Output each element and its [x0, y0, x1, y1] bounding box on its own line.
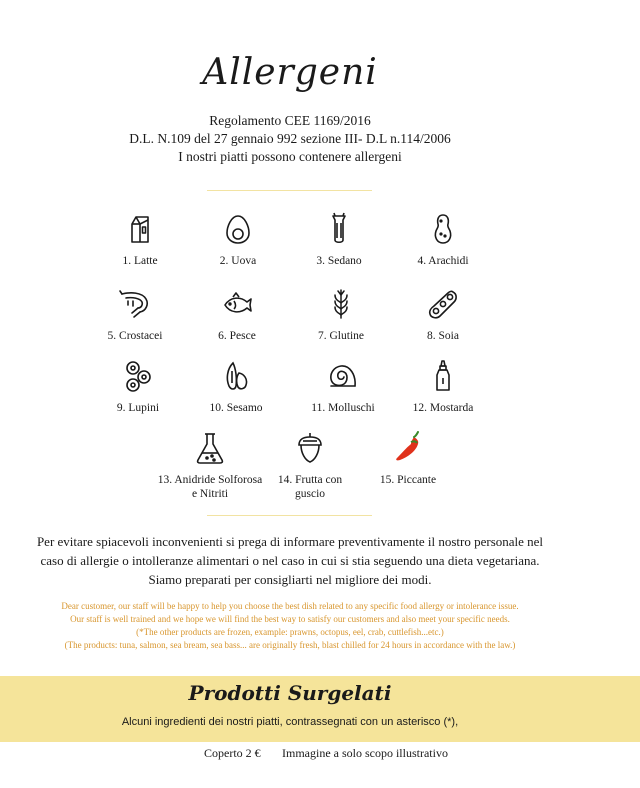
- milk-carton-icon: [123, 212, 157, 246]
- allergen-label: 12. Mostarda: [412, 402, 474, 414]
- divider: [207, 515, 372, 516]
- allergen-label: 7. Glutine: [318, 330, 364, 342]
- english-line: (*The other products are frozen, example: prawns, octopus, eel, crab, cuttlefish...etc.): [136, 627, 444, 637]
- chili-pepper-icon: [391, 431, 425, 465]
- sesame-icon: [219, 359, 253, 393]
- notice-line: Per evitare spiacevoli inconvenienti si prega di informare preventivamente il nostro personale nel: [36, 534, 544, 549]
- snail-icon: [326, 359, 360, 393]
- allergen-label: 6. Pesce: [218, 330, 256, 342]
- allergen-peanut: [373, 212, 513, 268]
- allergy-notice: [0, 532, 580, 589]
- divider: [207, 190, 372, 191]
- lupin-icon: [121, 359, 155, 393]
- frozen-title: Prodotti Surgelati: [188, 681, 392, 705]
- english-line: Our staff is well trained and we hope we will find the best way to satisfy our customers and also meet your specific needs.: [70, 614, 510, 624]
- allergen-spicy: [338, 431, 478, 487]
- regulation-line: Regolamento CEE 1169/2016: [209, 113, 371, 128]
- allergen-mustard: [373, 359, 513, 415]
- allergen-label-line: 14. Frutta con: [277, 474, 343, 486]
- allergen-label: 1. Latte: [122, 255, 158, 267]
- allergen-label: 4. Arachidi: [417, 255, 469, 267]
- allergen-label: 8. Soia: [427, 330, 459, 342]
- allergen-label-line: e Nitriti: [191, 488, 229, 500]
- notice-line: caso di allergie o intolleranze alimentari o nel caso in cui si stia seguendo una dieta vegetariana.: [40, 553, 540, 568]
- allergen-soy: [373, 287, 513, 343]
- regulation-block: [0, 112, 580, 166]
- notice-line: Siamo preparati per consigliarti nel migliore dei modi.: [148, 572, 432, 587]
- wheat-icon: [324, 287, 358, 321]
- english-line: (The products: tuna, salmon, sea bream, sea bass... are originally fresh, blast chilled for 24 hours in accordance with the law.): [64, 640, 516, 650]
- allergen-label: 2. Uova: [219, 255, 257, 267]
- mustard-bottle-icon: [426, 359, 460, 393]
- peanut-icon: [426, 212, 460, 246]
- page-title: Allergeni: [202, 52, 378, 93]
- allergen-label: 5. Crostacei: [107, 330, 163, 342]
- fish-icon: [220, 287, 254, 321]
- egg-icon: [221, 212, 255, 246]
- flask-icon: [193, 431, 227, 465]
- shrimp-icon: [118, 287, 152, 321]
- allergen-label: 11. Molluschi: [311, 402, 375, 414]
- allergen-label-line: guscio: [294, 488, 326, 500]
- soybean-icon: [426, 287, 460, 321]
- regulation-line: I nostri piatti possono contenere allergeni: [178, 149, 402, 164]
- allergen-label-line: 13. Anidride Solforosa: [157, 474, 263, 486]
- celery-icon: [322, 212, 356, 246]
- allergen-label: 3. Sedano: [316, 255, 362, 267]
- frozen-products-band: [0, 676, 640, 742]
- frozen-text: Alcuni ingredienti dei nostri piatti, contrassegnati con un asterisco (*),: [121, 716, 459, 728]
- allergen-label: 10. Sesamo: [209, 402, 263, 414]
- cover-charge: Coperto 2 €: [204, 746, 261, 760]
- english-line: Dear customer, our staff will be happy to help you choose the best dish related to any specific food allergy or intolerance issue.: [61, 601, 519, 611]
- regulation-line: D.L. N.109 del 27 gennaio 992 sezione III- D.L n.114/2006: [129, 131, 451, 146]
- acorn-icon: [293, 431, 327, 465]
- image-disclaimer: Immagine a solo scopo illustrativo: [282, 746, 448, 760]
- allergen-label: 15. Piccante: [379, 474, 437, 486]
- allergen-label: 9. Lupini: [116, 402, 160, 414]
- english-notice: [0, 600, 580, 652]
